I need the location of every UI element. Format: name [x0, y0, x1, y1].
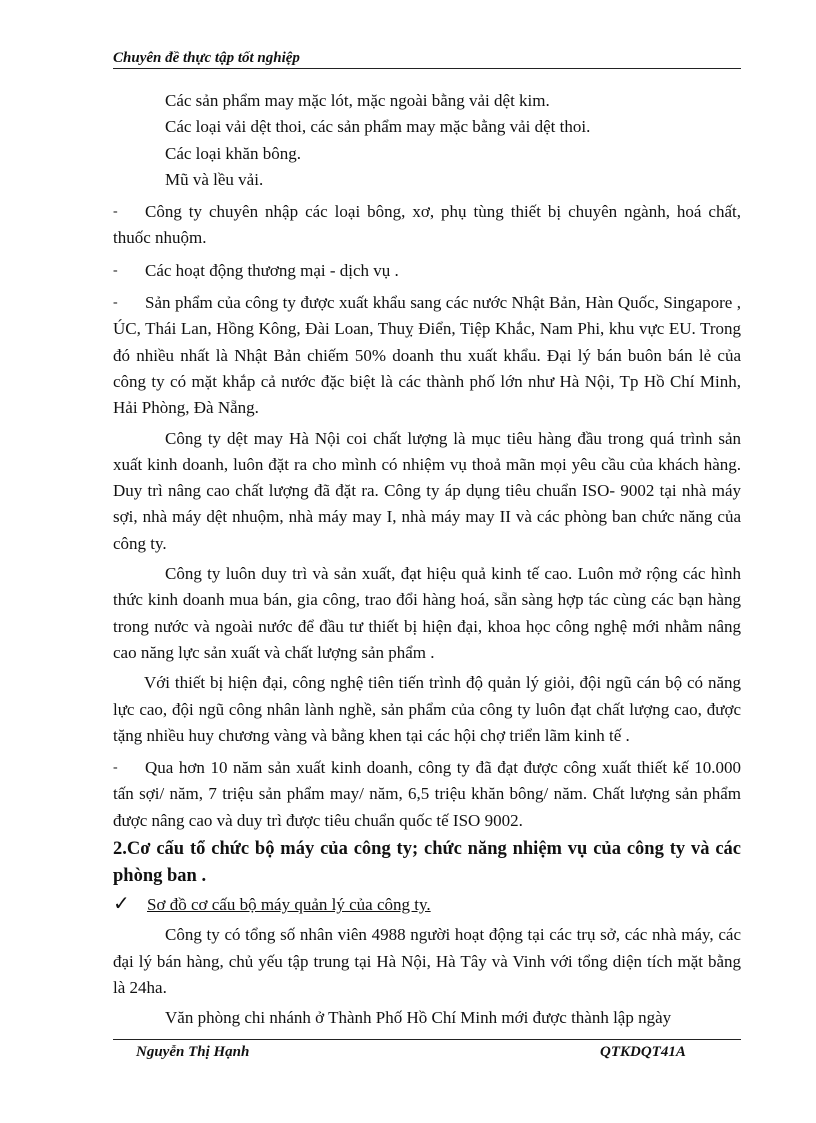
list-item: Các sản phẩm may mặc lót, mặc ngoài bằng vải dệt kim.: [165, 91, 550, 110]
bullet-text: Công ty chuyên nhập các loại bông, xơ, phụ tùng thiết bị chuyên ngành, hoá chất, thuốc nhuộm.: [113, 202, 741, 248]
bullet-trade: [113, 258, 741, 284]
bullet-capacity: [113, 755, 741, 834]
bullet-text: Các hoạt động thương mại - dịch vụ .: [145, 260, 399, 280]
bullet-text: Qua hơn 10 năm sản xuất kinh doanh, công ty đã đạt được công xuất thiết kế 10.000 tấn sợi/ năm, 7 triệu sản phẩm may/ năm, 6,5 triệu khăn bông/ năm. Chất lượng sản phẩm được nâng cao và duy trì được tiêu chuẩn quốc tế ISO 9002.: [113, 758, 741, 830]
bullet-text: Sản phẩm của công ty được xuất khẩu sang các nước Nhật Bản, Hàn Quốc, Singapore , ÚC, Thái Lan, Hồng Kông, Đài Loan, Thuỵ Điển, Tiệp Khắc, Nam Phi, khu vực EU. Trong đó nhiều nhất là Nhật Bản chiếm 50% doanh thu xuất khẩu. Đại lý bán buôn bán lẻ của công ty có mặt khắp cả nước đặc biệt là các thành phố lớn như Hà Nội, Tp Hồ Chí Minh, Hải Phòng, Đà Nẵng.: [113, 293, 741, 418]
list-item: Mũ và lều vải.: [165, 169, 264, 189]
paragraph-equipment: Với thiết bị hiện đại, công nghệ tiên tiến trình độ quản lý giỏi, đội ngũ cán bộ có năng lực cao, đội ngũ công nhân lành nghề, sản phẩm của công ty luôn đạt chất lượng cao, được tặng nhiều huy chương vàng và bằng khen tại các hội chợ triển lãm kinh tế .: [113, 673, 741, 745]
product-list: [113, 88, 741, 193]
dash-bullet-icon: -: [113, 760, 118, 776]
paragraph-staff: Công ty có tổng số nhân viên 4988 người hoạt động tại các trụ sở, các nhà máy, các đại lý bán hàng, chủ yếu tập trung tại Hà Nội, Hà Tây và Vinh với tổng diện tích mặt bằng là 24ha.: [113, 925, 741, 997]
page-header: [113, 50, 741, 69]
list-item: Các loại vải dệt thoi, các sản phẩm may mặc bằng vải dệt thoi.: [165, 117, 591, 137]
section-heading: 2.Cơ cấu tổ chức bộ máy của công ty; chức năng nhiệm vụ của công ty và các phòng ban .: [113, 839, 741, 886]
paragraph-branch: Văn phòng chi nhánh ở Thành Phố Hồ Chí Minh mới được thành lập ngày: [165, 1008, 672, 1028]
bullet-import: [113, 199, 741, 252]
footer-author: Nguyễn Thị Hạnh: [136, 1044, 250, 1060]
dash-bullet-icon: -: [113, 204, 118, 220]
sub-heading-line: [113, 891, 741, 918]
document-body: [113, 88, 741, 1032]
list-item: Các loại khăn bông.: [165, 143, 301, 163]
footer-class-code: QTKDQT41A: [600, 1044, 686, 1060]
footer-divider: [113, 1039, 741, 1040]
paragraph-expansion: Công ty luôn duy trì và sản xuất, đạt hiệu quả kinh tế cao. Luôn mở rộng các hình thức kinh doanh mua bán, gia công, trao đổi hàng hoá, sẵn sàng hợp tác cùng các bạn hàng trong nước và ngoài nước để đầu tư thiết bị hiện đại, khoa học công nghệ mới nhằm nâng cao năng lực sản xuất và chất lượng sản phẩm .: [113, 564, 741, 662]
header-title: Chuyên đề thực tập tốt nghiệp: [113, 50, 300, 66]
dash-bullet-icon: -: [113, 295, 118, 311]
sub-heading: Sơ đồ cơ cấu bộ máy quản lý của công ty.: [147, 895, 431, 915]
dash-bullet-icon: -: [113, 262, 118, 278]
checkmark-icon: ✓: [113, 893, 130, 916]
paragraph-quality: Công ty dệt may Hà Nội coi chất lượng là mục tiêu hàng đầu trong quá trình sản xuất kinh doanh, luôn đặt ra cho mình có nhiệm vụ thoả mãn mọi yêu cầu của khách hàng. Duy trì nâng cao chất lượng đã đặt ra. Công ty áp dụng tiêu chuẩn ISO- 9002 tại nhà máy sợi, nhà máy dệt nhuộm, nhà máy may I, nhà máy may II và các phòng ban chức năng của công ty.: [113, 428, 741, 553]
bullet-export: [113, 290, 741, 421]
